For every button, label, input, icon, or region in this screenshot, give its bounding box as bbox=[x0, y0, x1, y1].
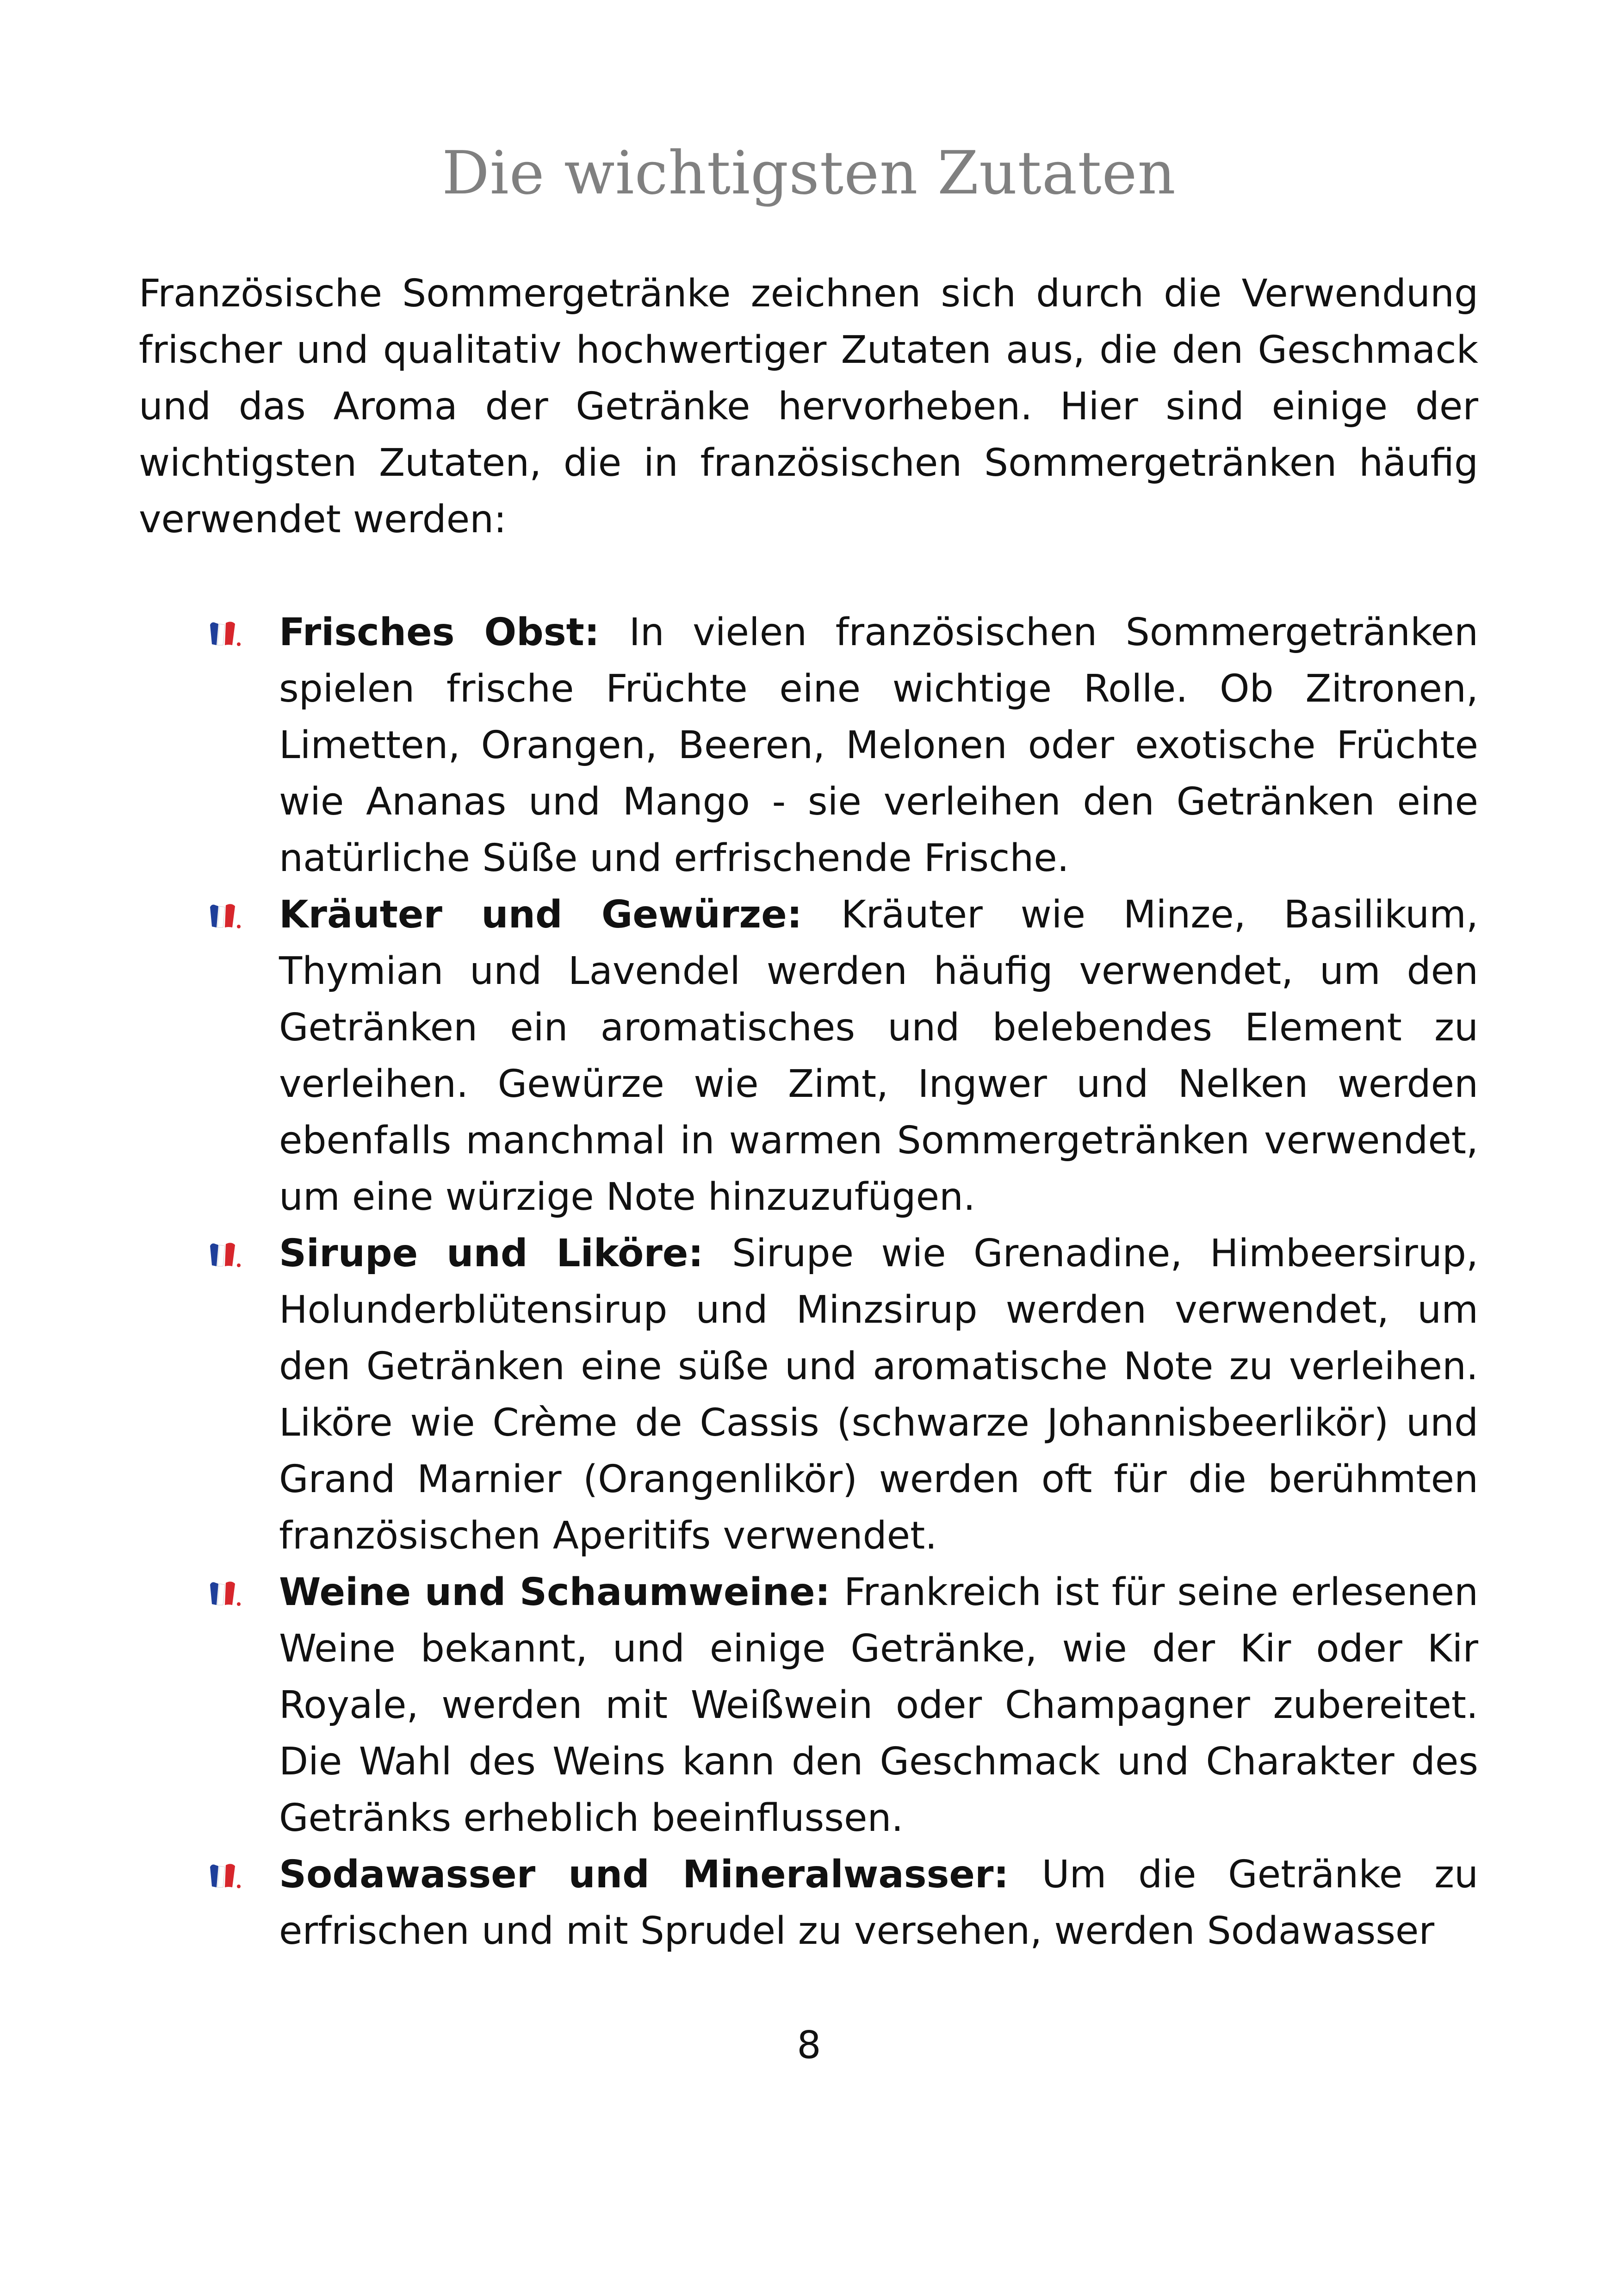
list-item bbox=[139, 1226, 1478, 1564]
item-term: Kräuter und Gewürze: bbox=[279, 893, 841, 937]
item-text: Sirupe wie Grenadine, Himbeersirup, Holunderblütensirup und Minzsirup werden verwendet, um den Getränken eine süße und aromatische Note zu verleihen. Liköre wie Crème de Cassis (schwarze Johannisbeerlikör) und Grand Marnier (Orangenlikör) werden oft für die berühmten französischen Aperitifs verwendet. bbox=[279, 1232, 1478, 1558]
page-title: Die wichtigsten Zutaten bbox=[442, 139, 1176, 208]
item-term: Frisches Obst: bbox=[279, 610, 629, 654]
item-text: Um die Getränke zu erfrischen und mit Sprudel zu versehen, werden Sodawasser bbox=[279, 1853, 1478, 1953]
item-text: Frankreich ist für seine erlesenen Weine bekannt, und einige Getränke, wie der Kir oder Kir Royale, werden mit Weißwein oder Champagner zubereitet. Die Wahl des Weins kann den Geschmack und Charakter des Getränks erheblich beeinflussen. bbox=[279, 1570, 1478, 1840]
french-flag-icon bbox=[208, 1860, 251, 1888]
item-term: Weine und Schaumweine: bbox=[279, 1570, 844, 1614]
french-flag-icon bbox=[208, 1239, 251, 1267]
item-term: Sodawasser und Mineralwasser: bbox=[279, 1853, 1042, 1897]
french-flag-icon bbox=[208, 901, 251, 928]
item-term: Sirupe und Liköre: bbox=[279, 1232, 732, 1276]
page-number: 8 bbox=[797, 2023, 821, 2067]
french-flag-icon bbox=[208, 618, 251, 646]
item-text: Kräuter wie Minze, Basilikum, Thymian und Lavendel werden häufig verwendet, um den Getränken ein aromatisches und belebendes Element zu verleihen. Gewürze wie Zimt, Ingwer und Nelken werden ebenfalls manchmal in warmen Sommergetränken verwendet, um eine würzige Note hinzuzufügen. bbox=[279, 893, 1478, 1219]
intro-paragraph: Französische Sommergetränke zeichnen sich durch die Verwendung frischer und qualitativ hochwertiger Zutaten aus, die den Geschmack und das Aroma der Getränke hervorheben. Hier sind einige der wichtigsten Zutaten, die in französischen Sommergetränken häufig verwendet werden: bbox=[139, 272, 1478, 541]
list-item bbox=[139, 604, 1478, 887]
list-item bbox=[139, 887, 1478, 1226]
list-item bbox=[139, 1564, 1478, 1847]
item-text: In vielen französischen Sommergetränken spielen frische Früchte eine wichtige Rolle. Ob Zitronen, Limetten, Orangen, Beeren, Melonen oder exotische Früchte wie Ananas und Mango - sie verleihen den Getränken eine natürliche Süße und erfrischende Frische. bbox=[279, 610, 1478, 880]
list-item bbox=[139, 1847, 1478, 1960]
french-flag-icon bbox=[208, 1578, 251, 1606]
ingredient-list bbox=[139, 604, 1478, 1960]
